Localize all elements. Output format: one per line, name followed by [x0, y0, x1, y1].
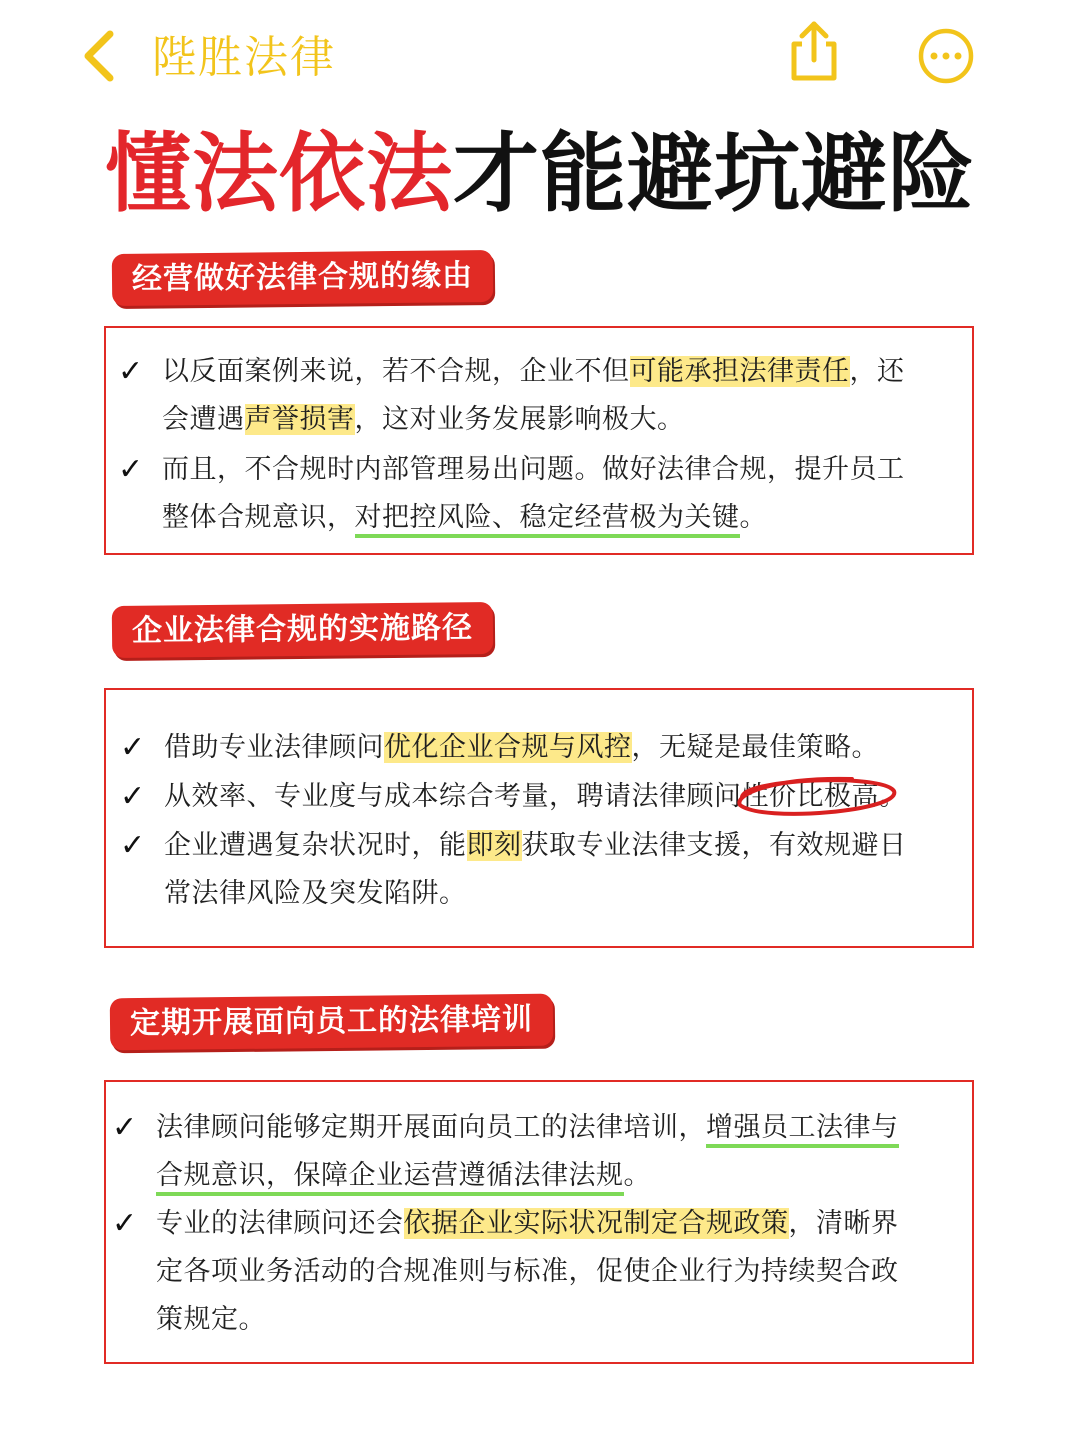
top-bar [0, 0, 1080, 110]
section-card [104, 326, 974, 555]
check-icon: ✓ [112, 1206, 138, 1241]
back-button[interactable] [78, 28, 122, 84]
underline-highlight: 增强员工法律与 [706, 1112, 899, 1148]
circled-text: 性价比极高 [742, 773, 880, 821]
check-icon: ✓ [120, 828, 146, 863]
headline [0, 118, 1080, 230]
section-card [104, 688, 974, 948]
highlight: 声誉损害 [244, 404, 355, 435]
list-item: 借助专业法律顾问优化企业合规与风控，无疑是最佳策略。 [164, 732, 879, 763]
headline-red: 懂法依法 [105, 124, 453, 224]
list-item: 法律顾问能够定期开展面向员工的法律培训，增强员工法律与 合规意识，保障企业运营遵循法律法规。 [156, 1104, 899, 1200]
share-button[interactable] [786, 18, 842, 84]
list-item: 专业的法律顾问还会依据企业实际状况制定合规政策，清晰界 定各项业务活动的合规准则与标准，促使企业行为持续契合政 策规定。 [156, 1208, 899, 1335]
headline-black: 才能避坑避险 [453, 124, 975, 224]
more-icon [916, 26, 976, 86]
section-card [104, 1080, 974, 1364]
list-item: 从效率、专业度与成本综合考量，聘请法律顾问性价比极高 。 [164, 773, 907, 821]
section-title: 企业法律合规的实施路径 [112, 602, 494, 658]
highlight: 即刻 [466, 830, 522, 861]
share-icon [786, 18, 842, 84]
list-item: 企业遭遇复杂状况时，能即刻获取专业法律支援，有效规避日 常法律风险及突发陷阱。 [164, 830, 907, 909]
section-title: 经营做好法律合规的缘由 [112, 250, 494, 306]
underline-highlight: 对把控风险、稳定经营极为关键 [355, 502, 740, 538]
check-icon: ✓ [118, 452, 144, 487]
list-item: 以反面案例来说，若不合规，企业不但可能承担法律责任，还 会遭遇声誉损害，这对业务发展影响极大。 [162, 356, 905, 435]
highlight: 依据企业实际状况制定合规政策 [403, 1208, 789, 1239]
list-item: 而且，不合规时内部管理易出问题。做好法律合规，提升员工 整体合规意识，对把控风险、稳定经营极为关键。 [162, 446, 905, 542]
section-title: 定期开展面向员工的法律培训 [110, 994, 554, 1051]
check-icon: ✓ [112, 1110, 138, 1145]
check-icon: ✓ [120, 779, 146, 814]
app-title: 陛胜法律 [152, 32, 336, 83]
highlight: 可能承担法律责任 [629, 356, 850, 387]
more-button[interactable] [916, 26, 976, 86]
check-icon: ✓ [118, 354, 144, 389]
check-icon: ✓ [120, 730, 146, 765]
underline-highlight: 合规意识，保障企业运营遵循法律法规 [156, 1160, 624, 1196]
chevron-left-icon [78, 28, 122, 84]
highlight: 优化企业合规与风控 [384, 732, 632, 763]
